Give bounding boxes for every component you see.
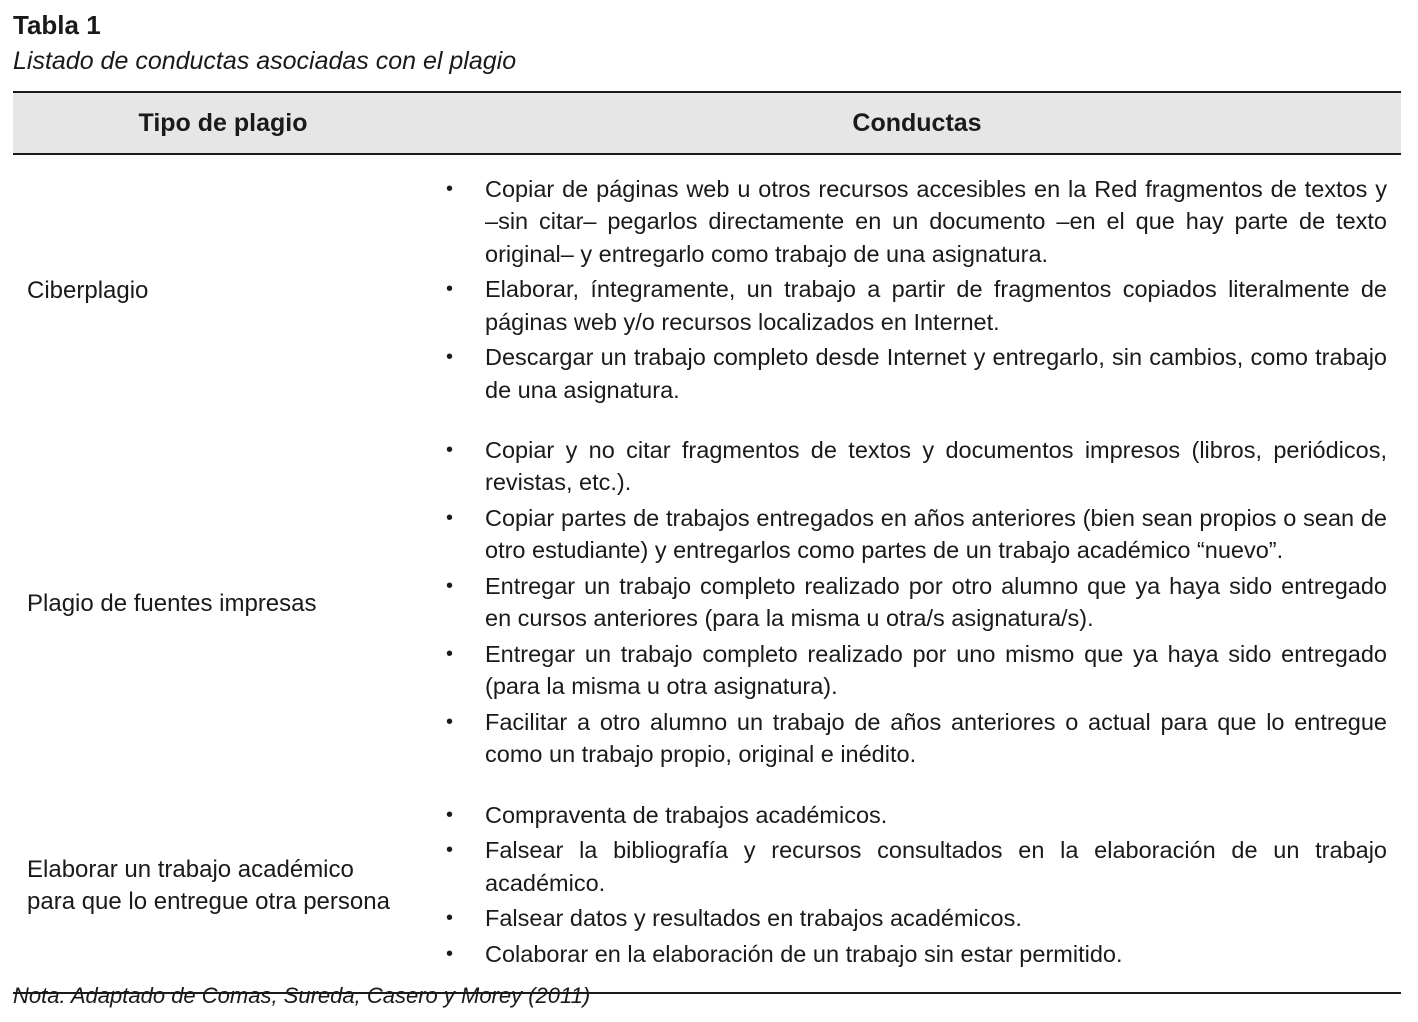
list-item [433, 434, 1387, 499]
list-item [433, 834, 1387, 899]
conductas-list [433, 799, 1387, 971]
bullet-icon: • [446, 506, 454, 529]
conducta-text: Falsear datos y resultados en trabajos académicos. [485, 905, 1022, 932]
cell-tipo [13, 854, 433, 918]
list-item [433, 502, 1387, 567]
list-item [433, 902, 1387, 935]
cell-tipo [13, 275, 433, 307]
tipo-line: para que lo entregue otra persona [27, 888, 390, 915]
conducta-text: Copiar partes de trabajos entregados en años anteriores (bien sean propios o sean de otro estudiante) y entregarlos como partes de un trabajo académico “nuevo”. [485, 504, 1387, 563]
cell-tipo [13, 588, 433, 620]
tipo-line: Plagio de fuentes impresas [27, 589, 317, 617]
cell-conductas [433, 173, 1401, 410]
conductas-list [433, 434, 1387, 771]
tipo-line: Elaborar un trabajo académico [27, 856, 354, 883]
table-header-row [13, 93, 1401, 155]
bullet-icon: • [446, 907, 454, 930]
table-caption: Listado de conductas asociadas con el plagio [13, 47, 517, 75]
cell-conductas [433, 799, 1401, 974]
bullet-icon: • [446, 839, 454, 862]
list-item [433, 638, 1387, 703]
list-item [433, 273, 1387, 338]
header-conductas: Conductas [852, 108, 982, 137]
conducta-text: Descargar un trabajo completo desde Internet y entregarlo, sin cambios, como trabajo de una asignatura. [485, 344, 1387, 403]
list-item [433, 706, 1387, 771]
conducta-text: Copiar de páginas web u otros recursos accesibles en la Red fragmentos de textos y –sin citar– pegarlos directamente en un documento –en el que hay parte de texto original– y entregarlo como trabajo de una asignatura. [485, 175, 1387, 267]
plagiarism-table [13, 91, 1401, 994]
bullet-icon: • [446, 346, 454, 369]
list-item [433, 341, 1387, 406]
conducta-text: Colaborar en la elaboración de un trabajo sin estar permitido. [485, 940, 1123, 967]
conducta-text: Entregar un trabajo completo realizado por uno mismo que ya haya sido entregado (para la misma u otra asignatura). [485, 640, 1387, 699]
conductas-list [433, 173, 1387, 407]
bullet-icon: • [446, 942, 454, 965]
cell-conductas [433, 434, 1401, 774]
conducta-text: Elaborar, íntegramente, un trabajo a partir de fragmentos copiados literalmente de páginas web y/o recursos localizados en Internet. [485, 276, 1387, 335]
list-item [433, 938, 1387, 971]
conducta-text: Copiar y no citar fragmentos de textos y documentos impresos (libros, periódicos, revistas, etc.). [485, 436, 1387, 495]
conducta-text: Falsear la bibliografía y recursos consultados en la elaboración de un trabajo académico. [485, 837, 1387, 896]
list-item [433, 173, 1387, 271]
bullet-icon: • [446, 438, 454, 461]
tipo-line: Ciberplagio [27, 277, 149, 304]
list-item [433, 799, 1387, 832]
table-row-ciberplagio [13, 155, 1401, 421]
conducta-text: Entregar un trabajo completo realizado por otro alumno que ya haya sido entregado en cursos anteriores (para la misma u otra/s asignatura/s). [485, 572, 1387, 631]
bullet-icon: • [446, 574, 454, 597]
bullet-icon: • [446, 642, 454, 665]
table-row-fuentes-impresas [13, 421, 1401, 786]
table-label: Tabla 1 [13, 10, 101, 40]
bullet-icon: • [446, 177, 454, 200]
list-item [433, 570, 1387, 635]
bullet-icon: • [446, 803, 454, 826]
bullet-icon: • [446, 278, 454, 301]
table-row-trabajo-academico [13, 786, 1401, 992]
conducta-text: Facilitar a otro alumno un trabajo de años anteriores o actual para que lo entregue como un trabajo propio, original e inédito. [485, 708, 1387, 767]
header-tipo-de-plagio: Tipo de plagio [138, 108, 308, 137]
bullet-icon: • [446, 710, 454, 733]
table-note: Nota. Adaptado de Comas, Sureda, Casero y Morey (2011) [13, 983, 591, 1008]
conducta-text: Compraventa de trabajos académicos. [485, 801, 888, 828]
